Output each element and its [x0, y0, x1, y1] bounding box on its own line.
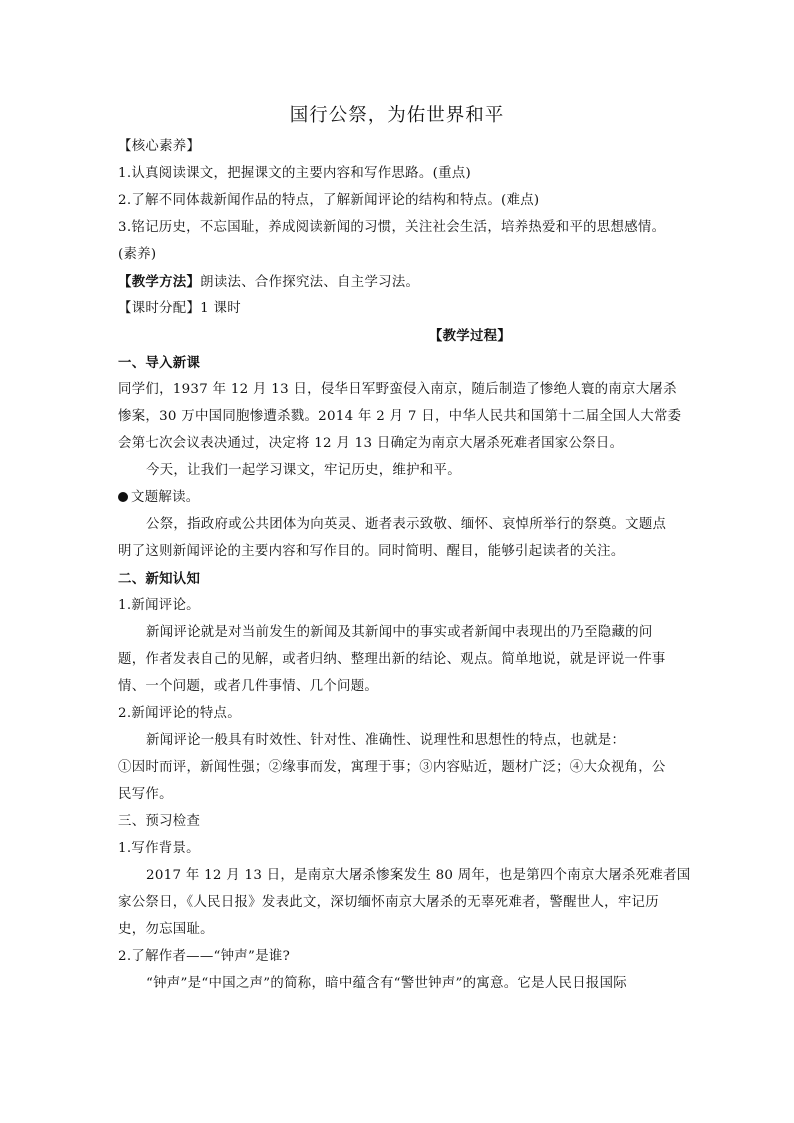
section-1-paragraph-1-line-3: 会第七次会议表决通过，决定将 12 月 13 日确定为南京大屠杀死难者国家公祭日。: [118, 436, 624, 451]
section-3-item-1: 1.写作背景。: [118, 841, 200, 856]
section-2-heading: 二、新知认知: [118, 571, 201, 587]
section-1-heading: 一、导入新课: [118, 355, 201, 371]
section-3-paragraph-1-line-1: 2017 年 12 月 13 日，是南京大屠杀惨案发生 80 周年，也是第四个南京大屠杀死难者国: [146, 868, 691, 883]
teaching-method-text: 朗读法、合作探究法、自主学习法。: [200, 275, 420, 290]
title-interpretation: [118, 489, 680, 507]
section-1-paragraph-1-line-2: 惨案，30 万中国同胞惨遭杀戮。2014 年 2 月 7 日，中华人民共和国第十二届全国人大常委: [118, 409, 682, 424]
section-3-paragraph-2-line-1: “钟声”是“中国之声”的简称，暗中蕴含有“警世钟声”的寓意。它是人民日报国际: [146, 976, 627, 991]
class-schedule-label: 【课时分配】: [118, 301, 201, 316]
section-2-item-2: 2.新闻评论的特点。: [118, 706, 241, 721]
page-title: 国行公祭，为佑世界和平: [289, 105, 505, 126]
bullet-icon: [118, 492, 128, 502]
section-2-paragraph-2-line-3: 民写作。: [118, 787, 173, 802]
class-schedule: [118, 300, 680, 318]
section-3-paragraph-1-line-3: 史，勿忘国耻。: [118, 922, 214, 937]
teaching-method-label: 【教学方法】: [118, 274, 201, 290]
core-item-3: 3.铭记历史，不忘国耻，养成阅读新闻的习惯，关注社会生活，培养热爱和平的思想感情。: [118, 220, 666, 235]
section-3-heading: 三、预习检查: [118, 814, 201, 829]
section-3-item-2: 2.了解作者——“钟声”是谁?: [118, 949, 291, 964]
teaching-process-heading: 【教学过程】: [428, 328, 512, 344]
section-1-paragraph-3-line-1: 公祭，指政府或公共团体为向英灵、逝者表示致敬、缅怀、哀悼所举行的祭奠。文题点: [146, 517, 667, 532]
section-2-paragraph-1-line-1: 新闻评论就是对当前发生的新闻及其新闻中的事实或者新闻中表现出的乃至隐藏的问: [146, 625, 653, 640]
core-item-3-continued: (素养): [118, 247, 157, 262]
section-1-paragraph-2: 今天，让我们一起学习课文，牢记历史，维护和平。: [146, 463, 461, 478]
section-2-paragraph-1-line-3: 情、一个问题，或者几件事情、几个问题。: [118, 679, 379, 694]
section-1-paragraph-1-line-1: 同学们，1937 年 12 月 13 日，侵华日军野蛮侵入南京，随后制造了惨绝人寰的南京大屠杀: [118, 382, 677, 397]
core-item-2: 2.了解不同体裁新闻作品的特点，了解新闻评论的结构和特点。(难点): [118, 193, 540, 208]
section-3-paragraph-1-line-2: 家公祭日，《人民日报》发表此文，深切缅怀南京大屠杀的无辜死难者，警醒世人，牢记历: [118, 895, 659, 910]
class-schedule-text: 1 课时: [200, 301, 241, 316]
section-2-paragraph-2-line-1: 新闻评论一般具有时效性、针对性、准确性、说理性和思想性的特点，也就是：: [146, 733, 626, 748]
core-competency-heading: 【核心素养】: [118, 139, 201, 154]
core-item-1: 1.认真阅读课文，把握课文的主要内容和写作思路。(重点): [118, 166, 471, 181]
title-interpretation-label: 文题解读。: [131, 490, 200, 505]
section-1-paragraph-3-line-2: 明了这则新闻评论的主要内容和写作目的。同时简明、醒目，能够引起读者的关注。: [118, 544, 625, 559]
section-2-paragraph-1-line-2: 题，作者发表自己的见解，或者归纳、整理出新的结论、观点。简单地说，就是评说一件事: [118, 652, 666, 667]
section-2-item-1: 1.新闻评论。: [118, 598, 200, 613]
section-2-paragraph-2-line-2: ①因时而评，新闻性强；②缘事而发，寓理于事；③内容贴近，题材广泛；④大众视角，公: [118, 760, 666, 775]
teaching-method: [118, 273, 680, 291]
